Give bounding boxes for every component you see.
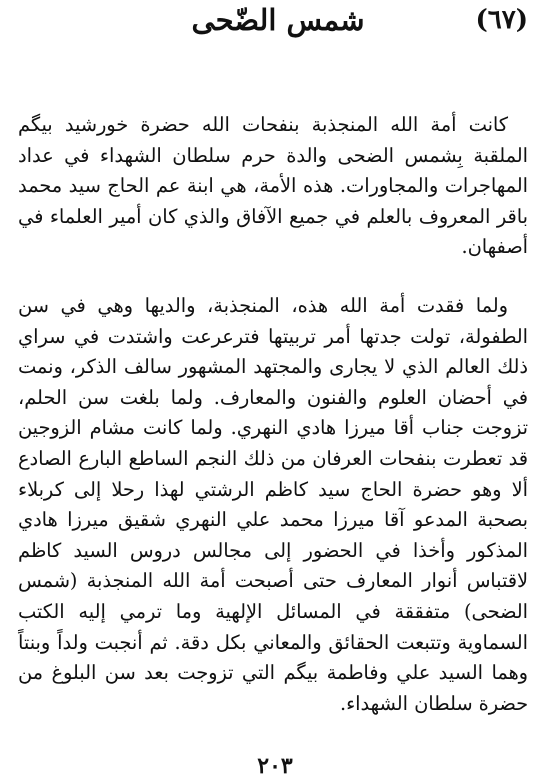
chapter-title: شمس الضّحى — [191, 3, 365, 37]
page-number: ٢٠٣ — [257, 753, 293, 779]
chapter-number: (٦٧) — [475, 5, 528, 35]
chapter-header — [28, 2, 528, 42]
chapter-body — [18, 110, 528, 719]
paragraph-1: كانت أمة الله المنجذبة بنفحات الله حضرة خورشيد بيگم الملقبة بِشمس الضحى والدة حرم سلطان الشهداء في عداد المهاجرات والمجاورات. هذه الأمة، هي ابنة عم الحاج سيد محمد باقر المعروف بالعلم في جميع الآفاق والذي كان أمير العلماء في أصفهان. — [18, 113, 528, 259]
paragraph-2: ولما فقدت أمة الله هذه، المنجذبة، والديها وهي في سن الطفولة، تولت جدتها أمر تربيتها فترعرعت واشتدت في سراي ذلك العالم الذي لا يجارى والمجتهد المشهور سالف الذكر، ونمت في أحضان العلوم والفنون والمعارف. ولما بلغت سن الحلم، تزوجت جناب أقا ميرزا هادي النهري. ولما كانت مشام الزوجين قد تعطرت بنفحات العرفان من ذلك النجم الساطع البارع الصادع ألا وهو حضرة الحاج سيد كاظم الرشتي لهذا رحلا إلى كربلاء بصحبة المدعو آقا ميرزا محمد علي النهري شقيق ميرزا هادي المذكور وأخذا في الحضور إلى مجالس دروس السيد كاظم لاقتباس أنوار المعارف حتى أصبحت أمة الله المنجذبة (شمس الضحى) متفققة في المسائل الإلهية وما ترمي إليه الكتب السماوية وتتبعت الحقائق والمعاني بكل دقة. ثم أنجبت ولداً وبنتاً وهما السيد علي وفاطمة بيگم التي تزوجت بعد سن البلوغ من حضرة سلطان الشهداء. — [18, 293, 528, 715]
